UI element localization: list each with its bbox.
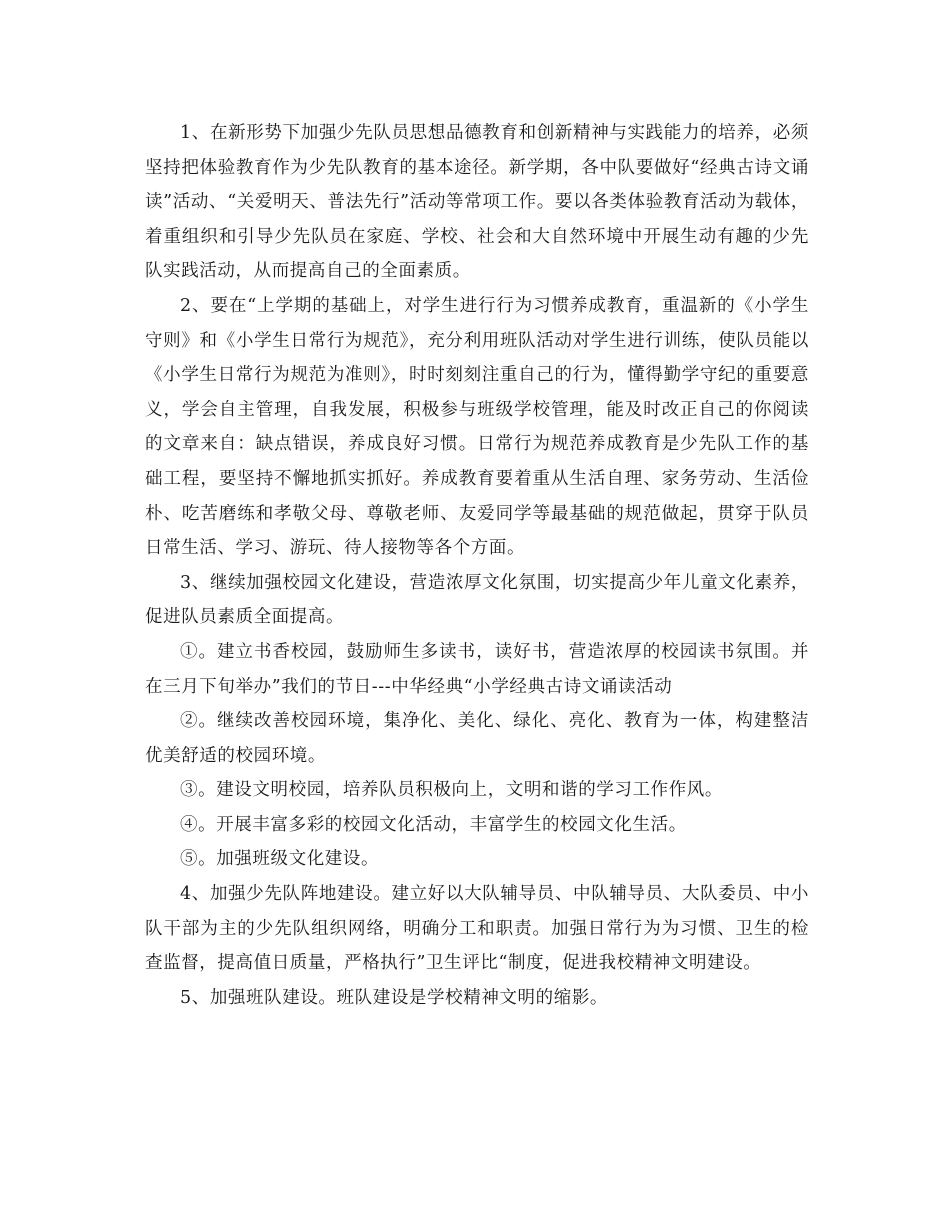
paragraph-item-1: 1、在新形势下加强少先队员思想品德教育和创新精神与实践能力的培养，必须坚持把体验教育作为少先队教育的基本途径。新学期，各中队要做好“经典古诗文诵读”活动、“关爱明天、普法先行”活动等常项工作。要以各类体验教育活动为载体，着重组织和引导少先队员在家庭、学校、社会和大自然环境中开展生动有趣的少先队实践活动，从而提高自己的全面素质。 [145,123,809,282]
paragraph-item-4: 4、加强少先队阵地建设。建立好以大队辅导员、中队辅导员、大队委员、中小队干部为主的少先队组织网络，明确分工和职责。加强日常行为为习惯、卫生的检查监督，提高值日质量，严格执行”卫生评比“制度，促进我校精神文明建设。 [145,884,809,974]
paragraph-subitem-1: ①。建立书香校园，鼓励师生多读书，读好书，营造浓厚的校园读书氛围。并在三月下旬举办”我们的节日---中华经典“小学经典古诗文诵读活动 [145,641,809,697]
paragraph-subitem-2: ②。继续改善校园环境，集净化、美化、绿化、亮化、教育为一体，构建整洁优美舒适的校园环境。 [145,711,809,766]
paragraph-item-5: 5、加强班队建设。班队建设是学校精神文明的缩影。 [180,987,609,1008]
paragraph-item-2: 2、要在“上学期的基础上，对学生进行行为习惯养成教育，重温新的《小学生守则》和《小学生日常行为规范》，充分利用班队活动对学生进行训练，使队员能以《小学生日常行为规范为准则》，时时刻刻注重自己的行为，懂得勤学守纪的重要意义，学会自主管理，自我发展，积极参与班级学校管理，能及时改正自己的你阅读的文章来自：缺点错误，养成良好习惯。日常行为规范养成教育是少先队工作的基础工程，要坚持不懈地抓实抓好。养成教育要着重从生活自理、家务劳动、生活俭朴、吃苦磨练和孝敬父母、尊敬老师、友爱同学等最基础的规范做起，贯穿于队员日常生活、学习、游玩、待人接物等各个方面。 [145,295,809,559]
paragraph-item-3: 3、继续加强校园文化建设，营造浓厚文化氛围，切实提高少年儿童文化素养，促进队员素质全面提高。 [145,572,809,628]
paragraph-subitem-3: ③。建设文明校园，培养队员积极向上，文明和谐的学习工作作风。 [180,780,723,801]
paragraph-subitem-4: ④。开展丰富多彩的校园文化活动，丰富学生的校园文化生活。 [180,814,687,835]
paragraph-subitem-5: ⑤。加强班级文化建设。 [180,849,380,870]
document-body [145,116,809,1015]
